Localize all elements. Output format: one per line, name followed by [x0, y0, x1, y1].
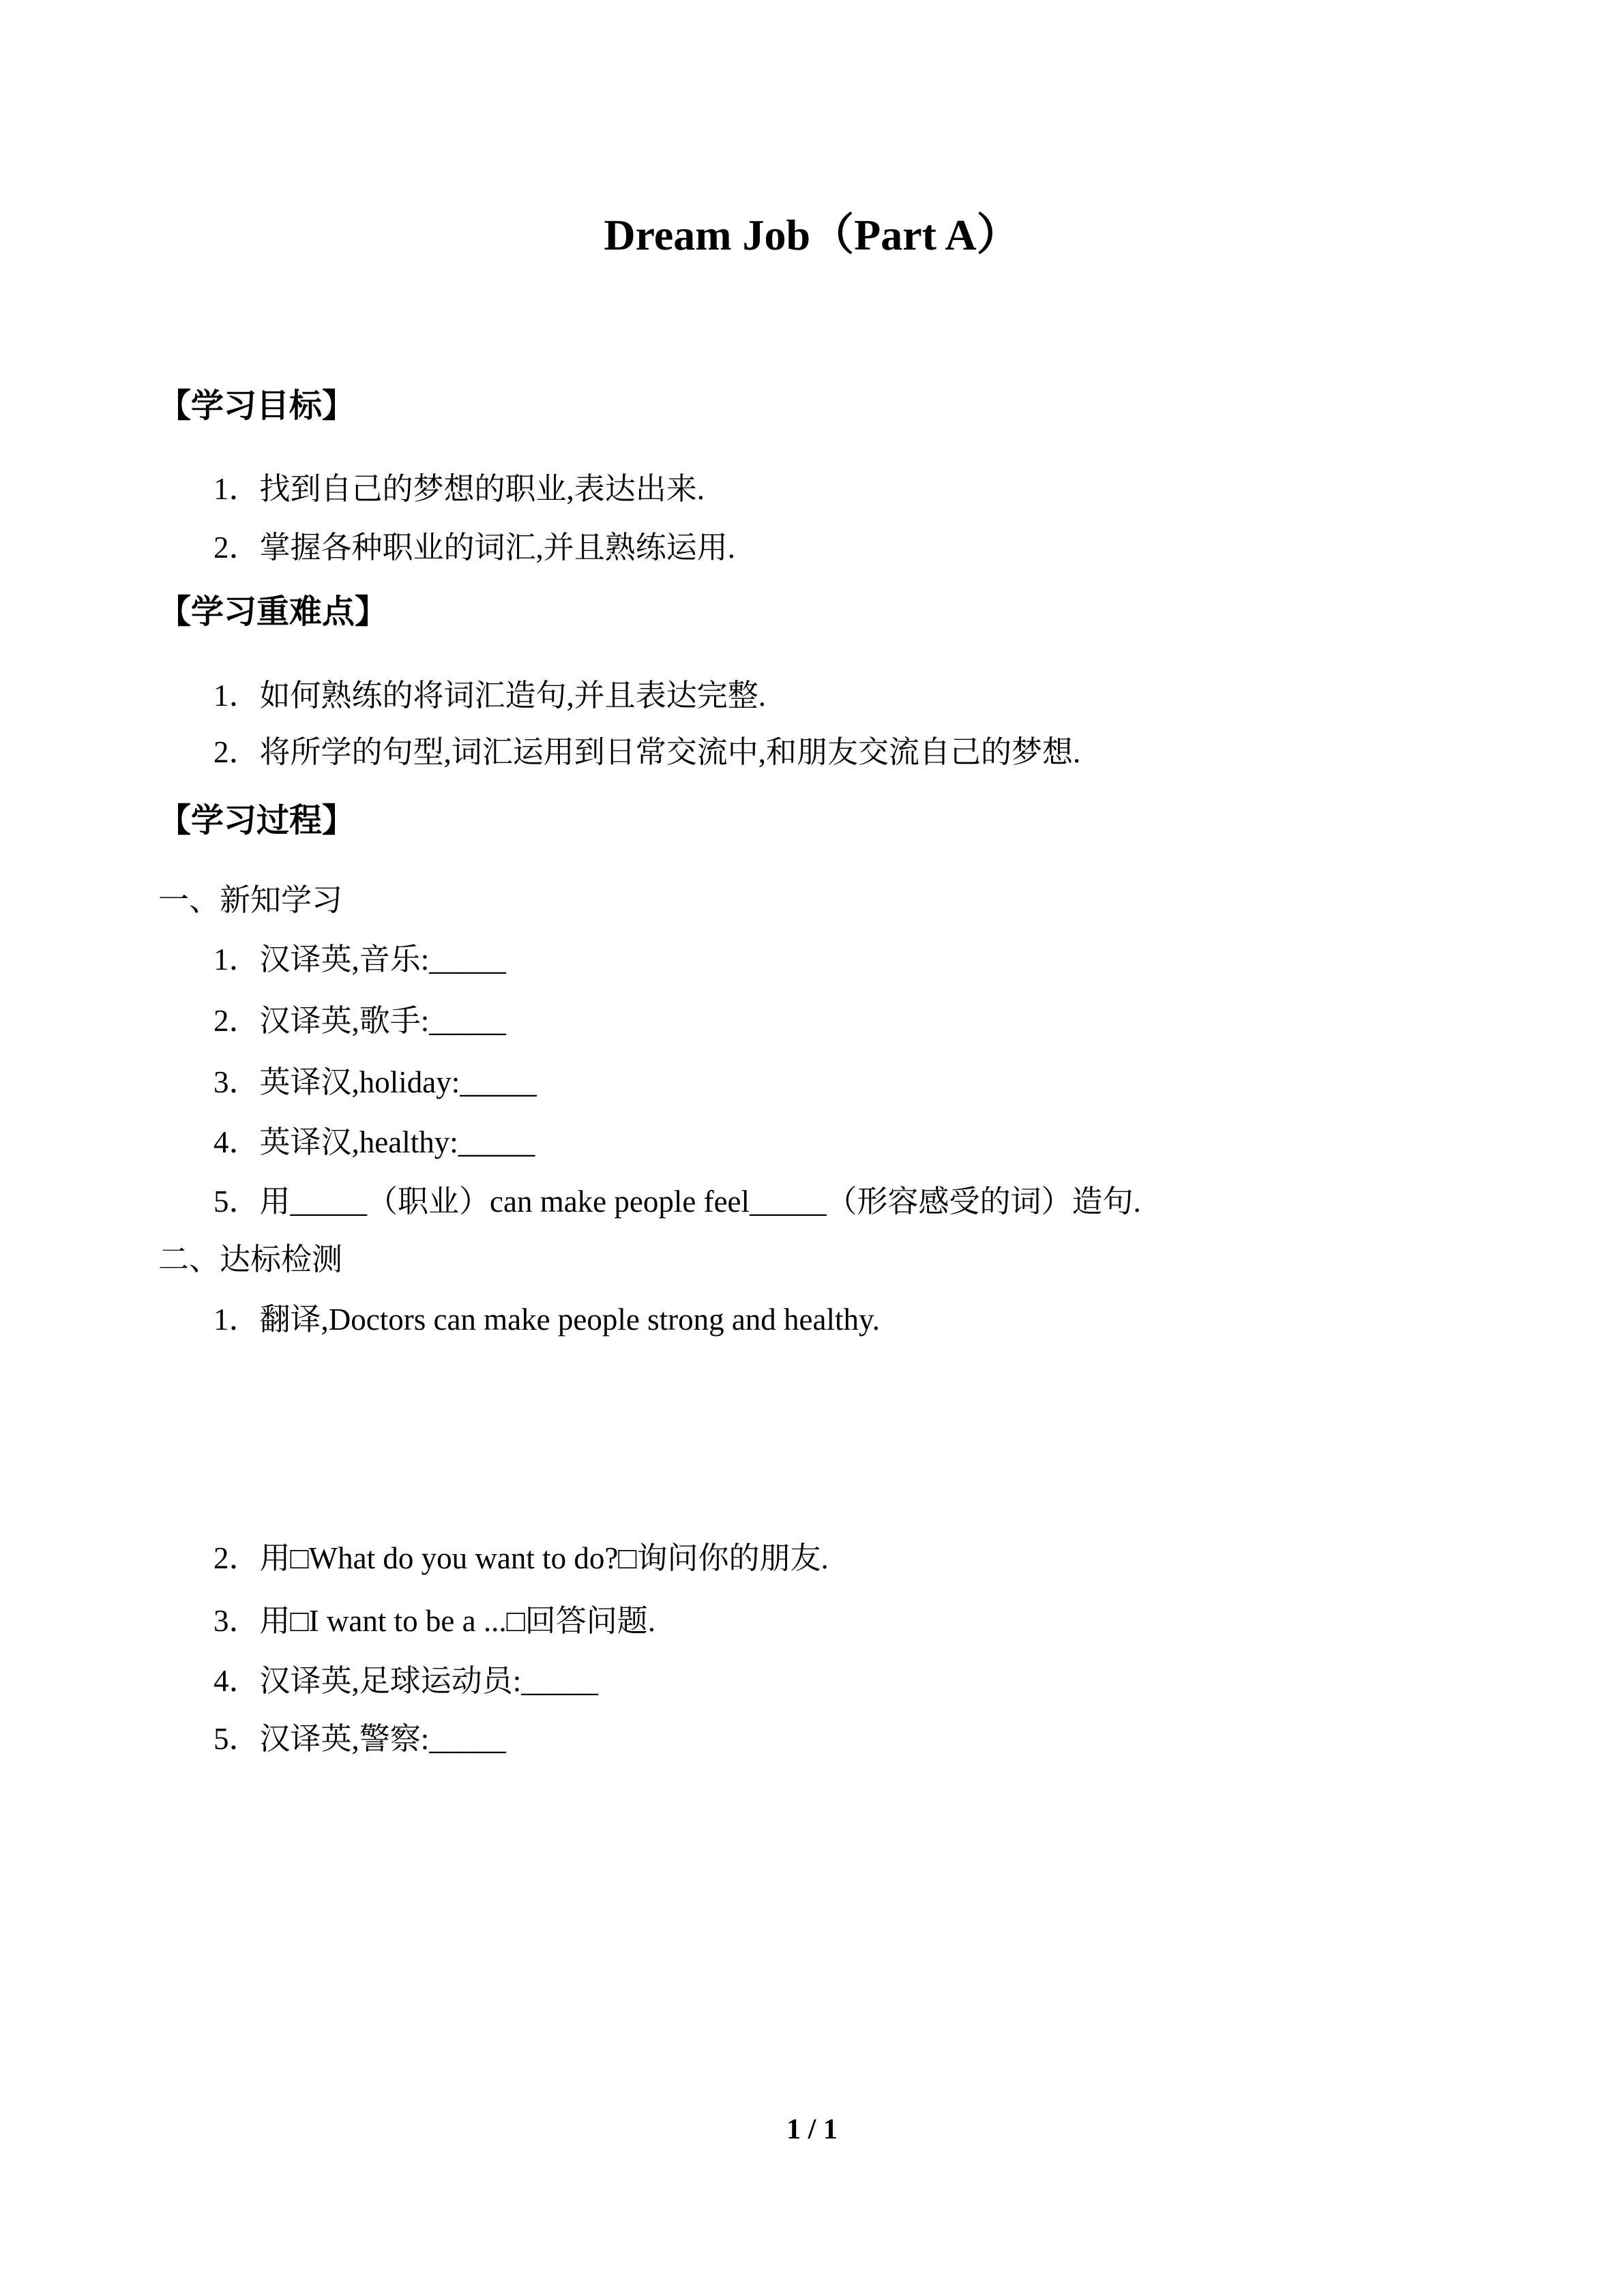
new-learning-item-3: 3．英译汉,holiday:_____	[213, 1065, 537, 1099]
key-points-item-1: 1．如何熟练的将词汇造句,并且表达完整.	[213, 679, 767, 713]
key-points-item-2: 2．将所学的句型,词汇运用到日常交流中,和朋友交流自己的梦想.	[213, 735, 1081, 769]
objectives-item-2: 2．掌握各种职业的词汇,并且熟练运用.	[213, 531, 736, 565]
objectives-item-1: 1．找到自己的梦想的职业,表达出来.	[213, 472, 705, 506]
section-heading-key-points: 【学习重难点】	[158, 594, 388, 630]
new-learning-item-4: 4．英译汉,healthy:_____	[213, 1125, 535, 1159]
new-learning-item-1: 1．汉译英,音乐:_____	[213, 942, 506, 976]
subsection-label-new-learning: 一、新知学习	[158, 883, 343, 917]
new-learning-item-2: 2．汉译英,歌手:_____	[213, 1004, 506, 1038]
subsection-label-assessment: 二、达标检测	[158, 1242, 343, 1277]
assessment-item-3: 3．用□I want to be a ...□回答问题.	[213, 1604, 656, 1638]
page-number: 1 / 1	[786, 2114, 838, 2145]
assessment-item-4: 4．汉译英,足球运动员:_____	[213, 1664, 598, 1698]
assessment-item-5: 5．汉译英,警察:_____	[213, 1722, 506, 1756]
section-heading-objectives: 【学习目标】	[158, 388, 355, 424]
new-learning-item-5: 5．用_____（职业）can make people feel_____（形容感受的词）造句.	[213, 1184, 1141, 1219]
assessment-item-1: 1．翻译,Doctors can make people strong and healthy.	[213, 1302, 880, 1337]
section-heading-process: 【学习过程】	[158, 803, 355, 839]
document-title: Dream Job（Part A）	[604, 211, 1020, 259]
assessment-item-2: 2．用□What do you want to do?□询问你的朋友.	[213, 1541, 829, 1575]
